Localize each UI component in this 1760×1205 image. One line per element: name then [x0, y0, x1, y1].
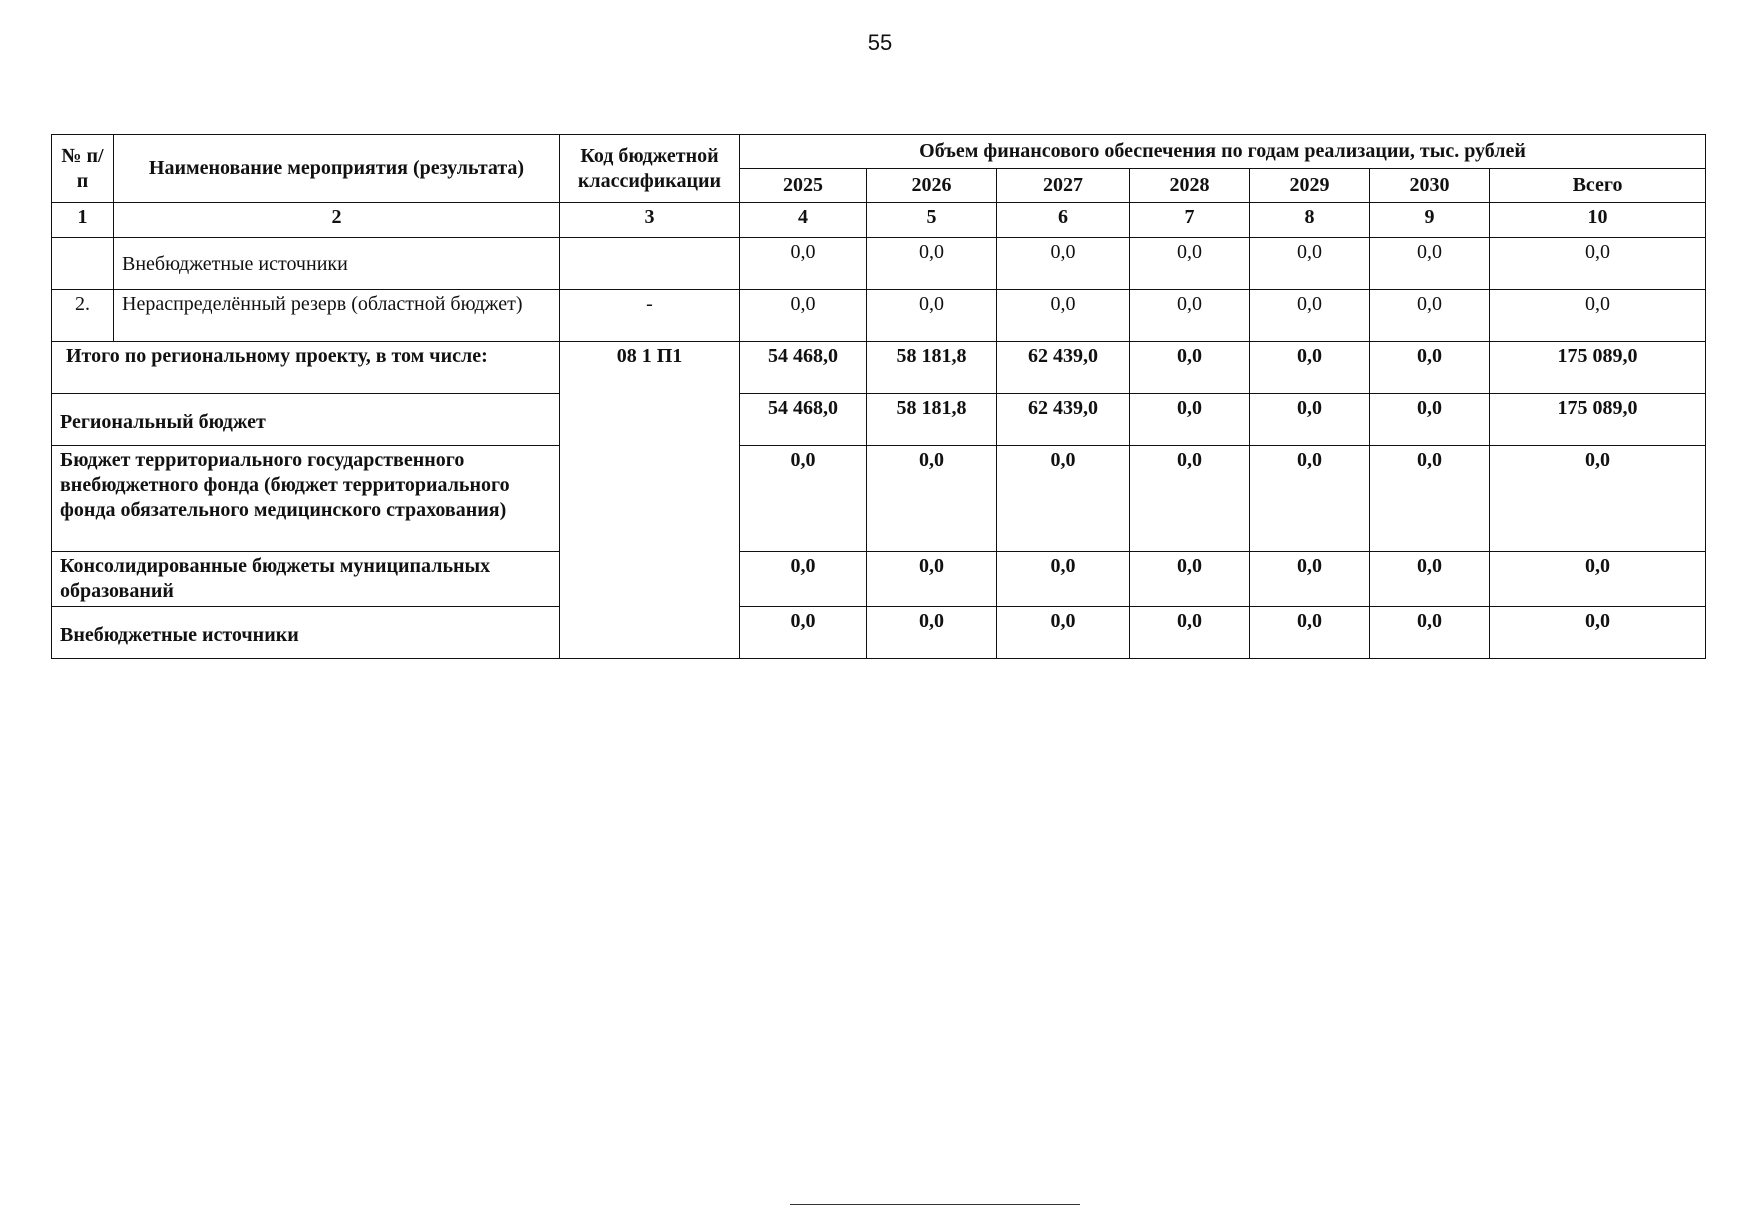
row-value: 0,0	[997, 238, 1130, 290]
row-num	[52, 238, 114, 290]
column-number: 3	[560, 203, 740, 238]
total-value: 175 089,0	[1490, 342, 1706, 394]
row-num: 2.	[52, 290, 114, 342]
total-value: 62 439,0	[997, 342, 1130, 394]
subrow-value: 0,0	[1130, 552, 1250, 607]
row-value: 0,0	[1130, 290, 1250, 342]
total-row	[52, 342, 1706, 394]
subrow-value: 0,0	[740, 607, 867, 659]
row-value: 0,0	[1130, 238, 1250, 290]
subrow-value: 0,0	[1370, 446, 1490, 552]
subrow-value: 0,0	[1370, 607, 1490, 659]
header-volume: Объем финансового обеспечения по годам реализации, тыс. рублей	[740, 135, 1706, 169]
row-value: 0,0	[1250, 290, 1370, 342]
subrow-value: 0,0	[1490, 607, 1706, 659]
row-value: 0,0	[1370, 238, 1490, 290]
subrow-value: 0,0	[1250, 446, 1370, 552]
total-value: 0,0	[1370, 342, 1490, 394]
subrow-value: 0,0	[740, 552, 867, 607]
subrow-value: 0,0	[867, 446, 997, 552]
subrow-value: 0,0	[997, 607, 1130, 659]
subrow-value: 0,0	[867, 552, 997, 607]
row-code	[560, 238, 740, 290]
total-value: 54 468,0	[740, 342, 867, 394]
subrow	[52, 607, 1706, 659]
financing-table	[51, 134, 1706, 659]
subrow-value: 175 089,0	[1490, 394, 1706, 446]
header-year: 2027	[997, 169, 1130, 203]
total-value: 58 181,8	[867, 342, 997, 394]
column-number: 6	[997, 203, 1130, 238]
row-name: Нераспределённый резерв (областной бюджет)	[114, 290, 560, 342]
header-name: Наименование мероприятия (результата)	[114, 135, 560, 203]
row-value: 0,0	[740, 238, 867, 290]
column-number: 5	[867, 203, 997, 238]
header-num: № п/п	[52, 135, 114, 203]
subrow	[52, 446, 1706, 552]
header-code: Код бюджетной классификации	[560, 135, 740, 203]
header-year: 2029	[1250, 169, 1370, 203]
column-number-row	[52, 203, 1706, 238]
subrow	[52, 394, 1706, 446]
subrow-value: 0,0	[1370, 552, 1490, 607]
header-total: Всего	[1490, 169, 1706, 203]
table-row	[52, 238, 1706, 290]
subrow-value: 0,0	[1130, 394, 1250, 446]
row-code: -	[560, 290, 740, 342]
subrow-value: 0,0	[1250, 394, 1370, 446]
subrow-value: 62 439,0	[997, 394, 1130, 446]
column-number: 2	[114, 203, 560, 238]
subrow-value: 0,0	[867, 607, 997, 659]
subrow-value: 0,0	[997, 552, 1130, 607]
subrow-value: 0,0	[740, 446, 867, 552]
subrow-name: Консолидированные бюджеты муниципальных образований	[52, 552, 560, 607]
subrow-value: 0,0	[1130, 446, 1250, 552]
subrow-value: 0,0	[1250, 607, 1370, 659]
column-number: 9	[1370, 203, 1490, 238]
total-value: 0,0	[1250, 342, 1370, 394]
row-value: 0,0	[867, 238, 997, 290]
total-value: 0,0	[1130, 342, 1250, 394]
row-value: 0,0	[997, 290, 1130, 342]
row-value: 0,0	[867, 290, 997, 342]
subrow-name: Региональный бюджет	[52, 394, 560, 446]
header-year: 2026	[867, 169, 997, 203]
subrow-value: 0,0	[1250, 552, 1370, 607]
page-number: 55	[867, 30, 893, 55]
total-name: Итого по региональному проекту, в том числе:	[52, 342, 560, 394]
row-value: 0,0	[740, 290, 867, 342]
column-number: 7	[1130, 203, 1250, 238]
subrow-value: 0,0	[1130, 607, 1250, 659]
header-year: 2030	[1370, 169, 1490, 203]
row-name: Внебюджетные источники	[114, 238, 560, 290]
subrow-name: Бюджет территориального государственного внебюджетного фонда (бюджет территориального фонда обязательного медицинского страхования)	[52, 446, 560, 552]
subrow-value: 58 181,8	[867, 394, 997, 446]
column-number: 8	[1250, 203, 1370, 238]
column-number: 1	[52, 203, 114, 238]
row-value: 0,0	[1370, 290, 1490, 342]
column-number: 10	[1490, 203, 1706, 238]
table-row	[52, 290, 1706, 342]
row-value: 0,0	[1490, 290, 1706, 342]
column-number: 4	[740, 203, 867, 238]
subrow	[52, 552, 1706, 607]
subrow-value: 54 468,0	[740, 394, 867, 446]
subrow-value: 0,0	[1370, 394, 1490, 446]
row-value: 0,0	[1490, 238, 1706, 290]
subrow-value: 0,0	[1490, 552, 1706, 607]
total-code: 08 1 П1	[560, 342, 740, 659]
header-year: 2025	[740, 169, 867, 203]
subrow-value: 0,0	[1490, 446, 1706, 552]
subrow-value: 0,0	[997, 446, 1130, 552]
row-value: 0,0	[1250, 238, 1370, 290]
header-year: 2028	[1130, 169, 1250, 203]
subrow-name: Внебюджетные источники	[52, 607, 560, 659]
